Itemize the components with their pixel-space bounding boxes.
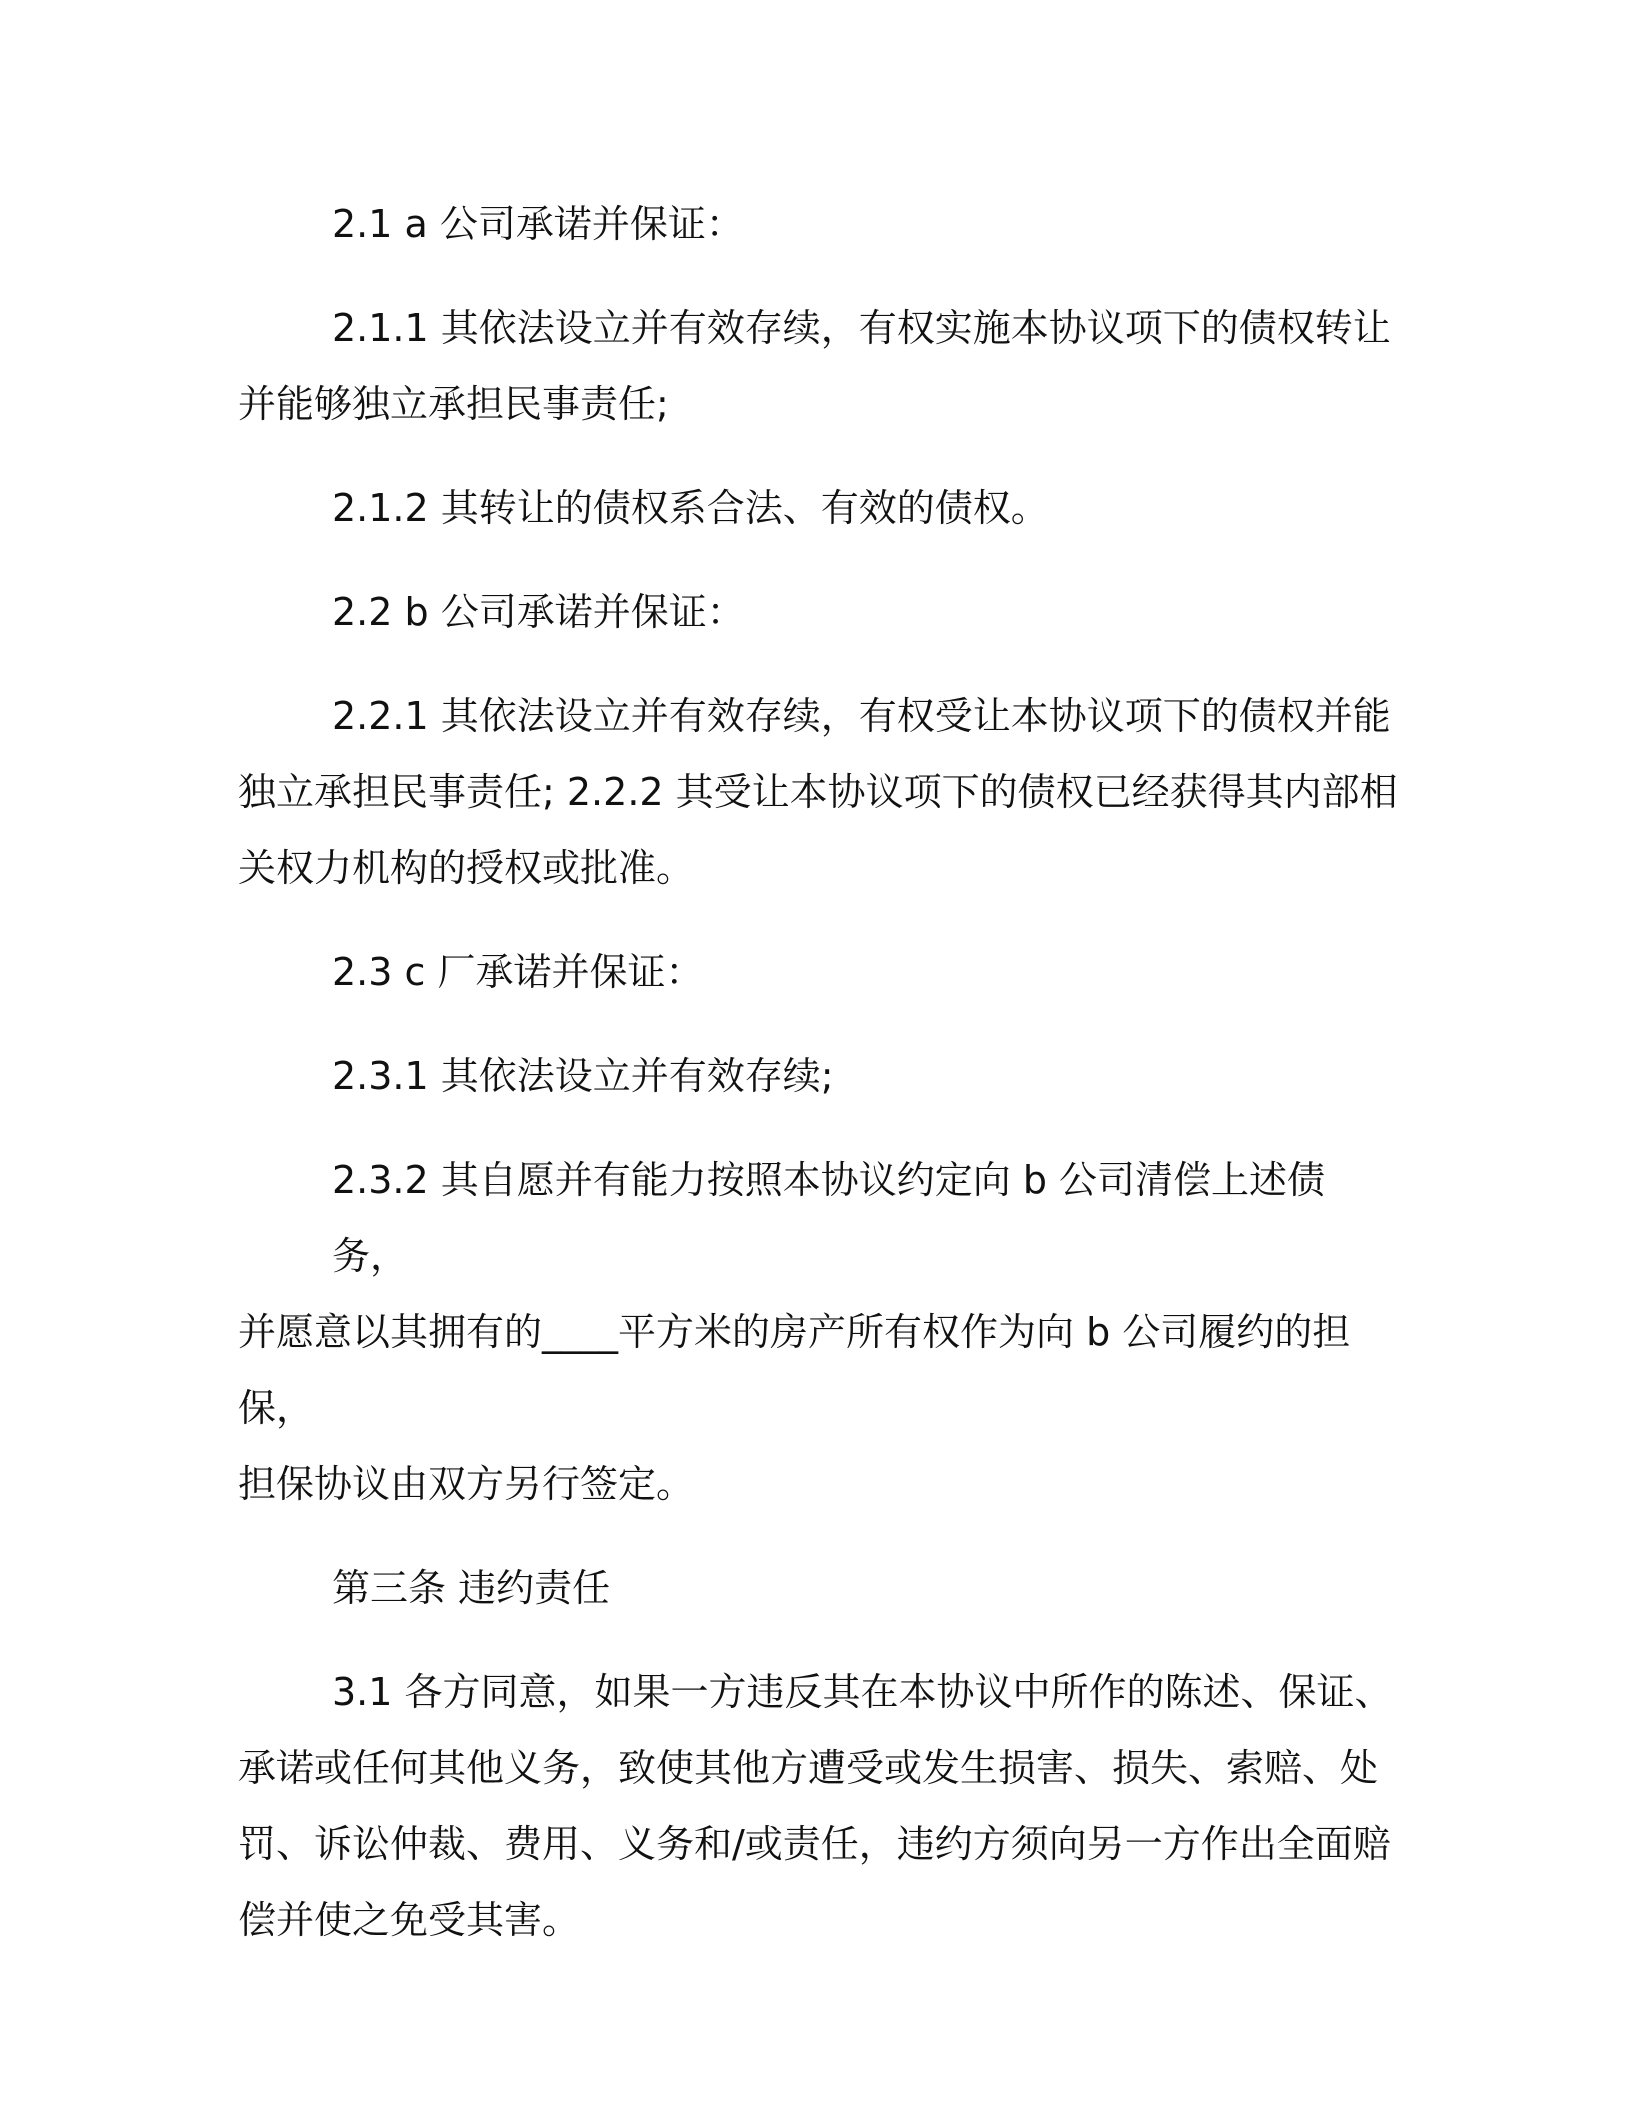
text-line: 担保协议由双方另行签定。 [238,1462,695,1506]
text-line: 2.1 a 公司承诺并保证： [332,202,744,246]
text-line: 3.1 各方同意，如果一方违反其在本协议中所作的陈述、保证、 [332,1670,1393,1714]
text-line: 2.2.1 其依法设立并有效存续，有权受让本协议项下的债权并能 [332,694,1391,738]
clause-2-3 [238,934,1398,1010]
text-line: 承诺或任何其他义务，致使其他方遭受或发生损害、损失、索赔、处 [238,1746,1379,1790]
clause-3-1 [238,1654,1398,1958]
text-line: 并愿意以其拥有的____平方米的房产所有权作为向 b 公司履约的担保， [238,1310,1351,1430]
text-line: 第三条 违约责任 [332,1566,611,1610]
text-line: 独立承担民事责任; 2.2.2 其受让本协议项下的债权已经获得其内部相 [238,770,1398,814]
clause-2-1-2 [238,470,1398,546]
text-line: 2.1.2 其转让的债权系合法、有效的债权。 [332,486,1049,530]
text-line: 2.2 b 公司承诺并保证： [332,590,745,634]
clause-2-2-1 [238,678,1398,906]
document-body [238,186,1398,1986]
text-line: 并能够独立承担民事责任; [238,382,669,426]
text-line: 2.3 c 厂承诺并保证： [332,950,704,994]
text-line: 2.1.1 其依法设立并有效存续，有权实施本协议项下的债权转让 [332,306,1391,350]
clause-2-3-1 [238,1038,1398,1114]
clause-2-3-2 [238,1142,1398,1522]
text-line: 偿并使之免受其害。 [238,1898,581,1942]
text-line: 2.3.2 其自愿并有能力按照本协议约定向 b 公司清偿上述债务， [332,1158,1326,1278]
text-line: 2.3.1 其依法设立并有效存续; [332,1054,834,1098]
clause-2-1 [238,186,1398,262]
text-line: 罚、诉讼仲裁、费用、义务和/或责任，违约方须向另一方作出全面赔 [238,1822,1391,1866]
text-line: 关权力机构的授权或批准。 [238,846,695,890]
article-3-heading [238,1550,1398,1626]
clause-2-1-1 [238,290,1398,442]
clause-2-2 [238,574,1398,650]
